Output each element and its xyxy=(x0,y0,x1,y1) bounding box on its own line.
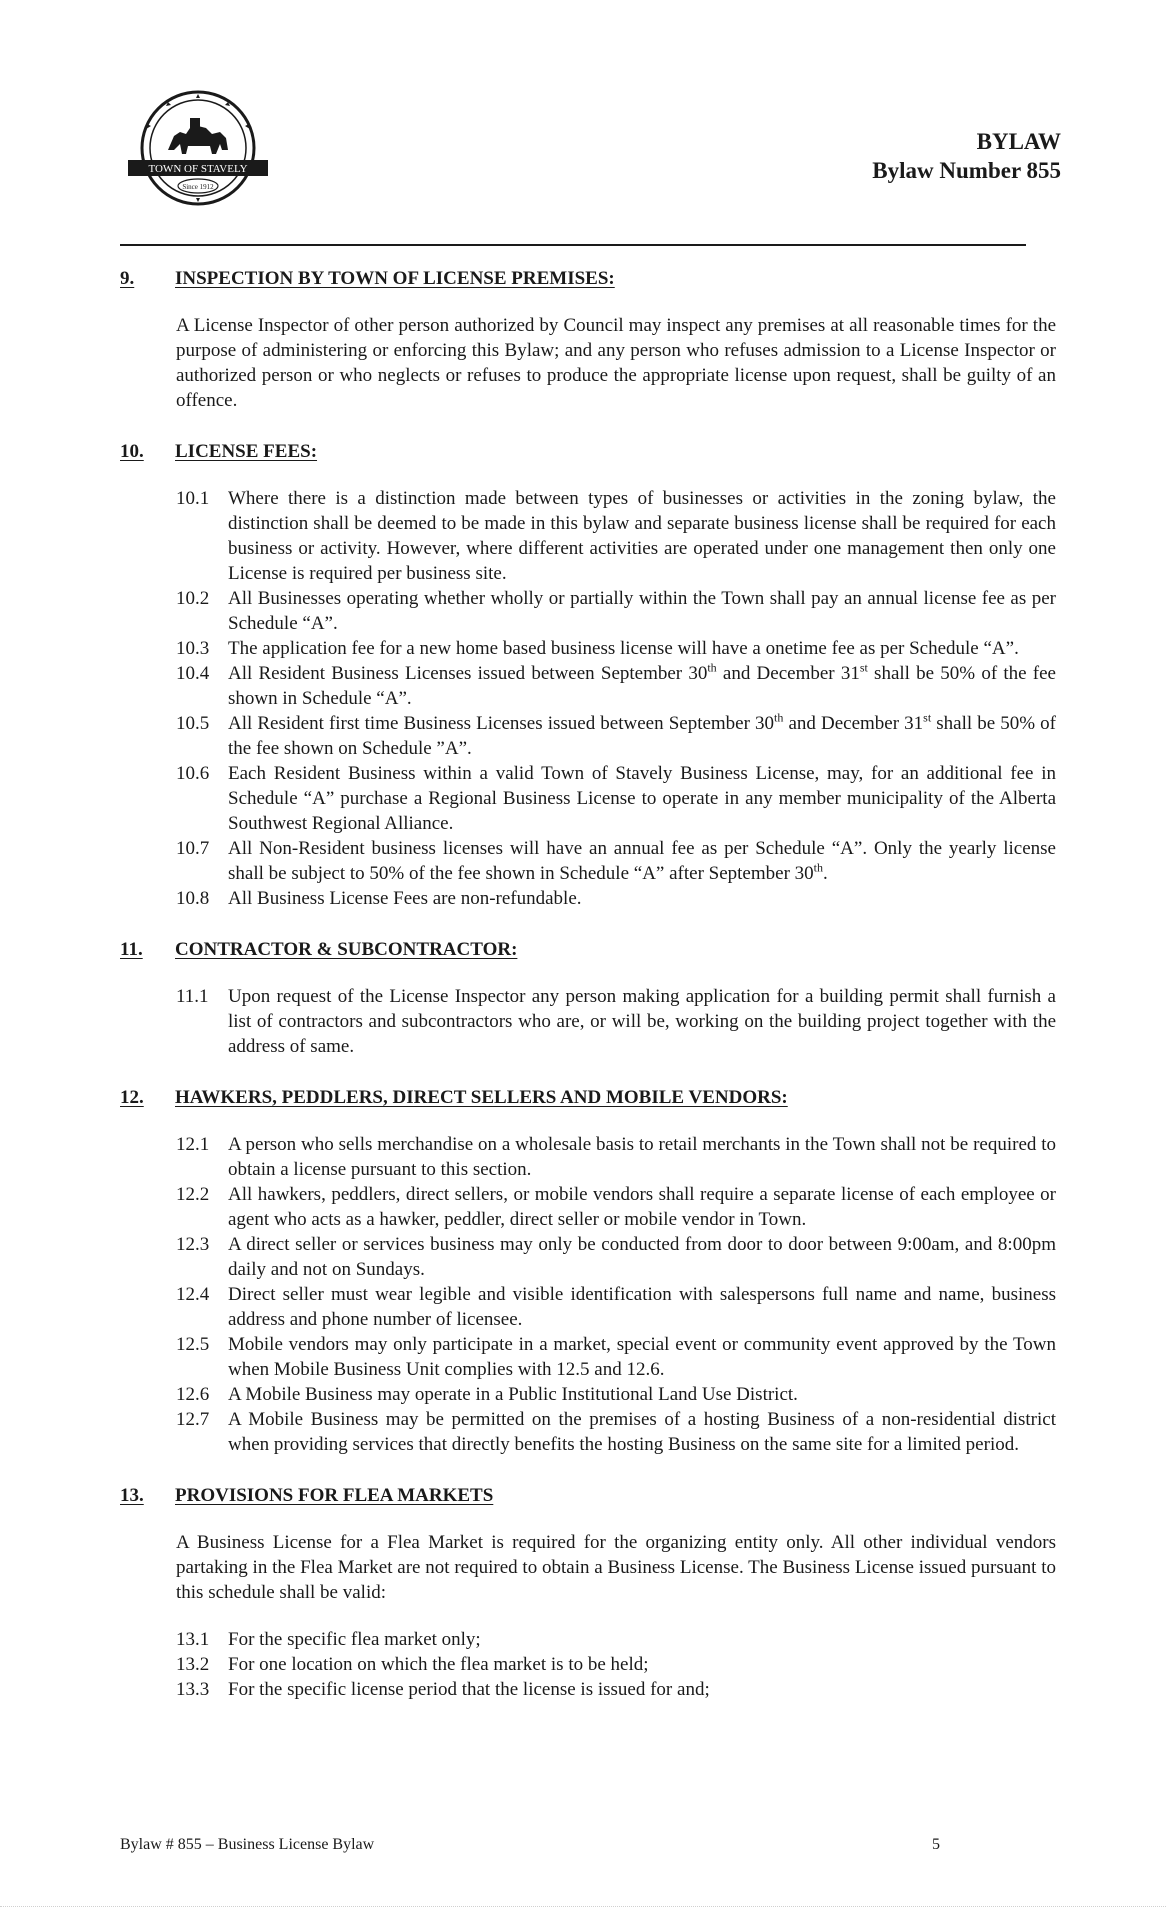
section-heading-13 xyxy=(120,1483,1056,1508)
list-item: 12.1 A person who sells merchandise on a wholesale basis to retail merchants in the Town shall not be required to obtain a license pursuant to this section. xyxy=(176,1134,1056,1180)
section-13-paragraph: A Business License for a Flea Market is required for the organizing entity only. All other individual vendors partaking in the Flea Market are not required to obtain a Business License. The Business License issued pursuant to this schedule shall be valid: xyxy=(176,1532,1056,1603)
scan-artifact-line xyxy=(0,1906,1166,1907)
logo-town-name: TOWN OF STAVELY xyxy=(148,163,248,175)
list-item: 10.8 All Business License Fees are non-refundable. xyxy=(176,888,582,909)
section-title: INSPECTION BY TOWN OF LICENSE PREMISES: xyxy=(175,268,615,289)
section-title: LICENSE FEES: xyxy=(175,441,318,462)
document-body xyxy=(120,266,1056,1702)
header-divider xyxy=(120,244,1026,246)
list-item: 10.1 Where there is a distinction made between types of businesses or activities in the zoning bylaw, the distinction shall be deemed to be made in this bylaw and separate business license shall be required for each business or activity. However, where different activities are operated under one management then only one License is required per business site. xyxy=(176,488,1056,584)
list-item: 12.6 A Mobile Business may operate in a Public Institutional Land Use District. xyxy=(176,1384,798,1405)
section-number: 11. xyxy=(120,939,143,960)
section-heading-12 xyxy=(120,1085,1056,1110)
list-item: 12.2 All hawkers, peddlers, direct sellers, or mobile vendors shall require a separate license of each employee or agent who acts as a hawker, peddler, direct seller or mobile vendor in Town. xyxy=(176,1184,1056,1230)
section-number: 10. xyxy=(120,441,144,462)
list-item: 12.7 A Mobile Business may be permitted on the premises of a hosting Business of a non-residential district when providing services that directly benefits the hosting Business on the same site for a limited period. xyxy=(176,1409,1056,1455)
list-item: 10.2 All Businesses operating whether wholly or partially within the Town shall pay an annual license fee as per Schedule “A”. xyxy=(176,588,1056,634)
page-number: 5 xyxy=(932,1836,940,1853)
section-number: 9. xyxy=(120,268,135,289)
list-item: 12.3 A direct seller or services business may only be conducted from door to door between 9:00am, and 8:00pm daily and not on Sundays. xyxy=(176,1234,1056,1280)
list-item: 13.1 For the specific flea market only; xyxy=(176,1629,481,1650)
section-title: HAWKERS, PEDDLERS, DIRECT SELLERS AND MOBILE VENDORS: xyxy=(175,1087,788,1108)
list-item: 10.3 The application fee for a new home based business license will have a onetime fee as per Schedule “A”. xyxy=(176,638,1019,659)
section-11-list xyxy=(120,984,1056,1059)
list-item: 13.2 For one location on which the flea market is to be held; xyxy=(176,1654,649,1675)
section-9-paragraph: A License Inspector of other person authorized by Council may inspect any premises at all reasonable times for the purpose of administering or enforcing this Bylaw; and any person who refuses admission to a License Inspector or authorized person or who neglects or refuses to produce the appropriate license upon request, shall be guilty of an offence. xyxy=(176,315,1056,411)
footer-title: Bylaw # 855 – Business License Bylaw xyxy=(120,1836,375,1853)
header-bylaw-number: Bylaw Number 855 xyxy=(872,158,1061,183)
logo-since: Since 1912 xyxy=(182,183,214,191)
section-heading-10 xyxy=(120,439,1056,464)
section-10-list xyxy=(120,486,1056,911)
list-item: 10.5 All Resident first time Business Licenses issued between September 30th and December 31st shall be 50% of the fee shown on Schedule ”A”. xyxy=(176,710,1056,759)
list-item: 12.5 Mobile vendors may only participate in a market, special event or community event approved by the Town when Mobile Business Unit complies with 12.5 and 12.6. xyxy=(176,1334,1056,1380)
section-heading-9 xyxy=(120,266,1056,291)
list-item: 10.4 All Resident Business Licenses issued between September 30th and December 31st shall be 50% of the fee shown in Schedule “A”. xyxy=(176,660,1056,709)
list-item: 10.7 All Non-Resident business licenses will have an annual fee as per Schedule “A”. Only the yearly license shall be subject to 50% of the fee shown in Schedule “A” after September 30th. xyxy=(176,838,1056,884)
section-heading-11 xyxy=(120,937,1056,962)
document-header xyxy=(872,127,1061,185)
list-item: 13.3 For the specific license period that the license is issued for and; xyxy=(176,1679,710,1700)
town-seal-logo xyxy=(128,88,268,208)
section-12-list xyxy=(120,1132,1056,1457)
section-number: 13. xyxy=(120,1485,144,1506)
list-item: 10.6 Each Resident Business within a valid Town of Stavely Business License, may, for an additional fee in Schedule “A” purchase a Regional Business License to operate in any member municipality of the Alberta Southwest Regional Alliance. xyxy=(176,763,1056,834)
section-title: CONTRACTOR & SUBCONTRACTOR: xyxy=(175,939,518,960)
list-item: 12.4 Direct seller must wear legible and visible identification with salespersons full name and name, business address and phone number of licensee. xyxy=(176,1284,1056,1330)
list-item: 11.1 Upon request of the License Inspector any person making application for a building permit shall furnish a list of contractors and subcontractors who are, or will be, working on the building project together with the address of same. xyxy=(176,986,1056,1057)
header-title: BYLAW xyxy=(976,129,1061,154)
section-number: 12. xyxy=(120,1087,144,1108)
section-13-list xyxy=(120,1627,1056,1702)
section-title: PROVISIONS FOR FLEA MARKETS xyxy=(175,1485,494,1506)
